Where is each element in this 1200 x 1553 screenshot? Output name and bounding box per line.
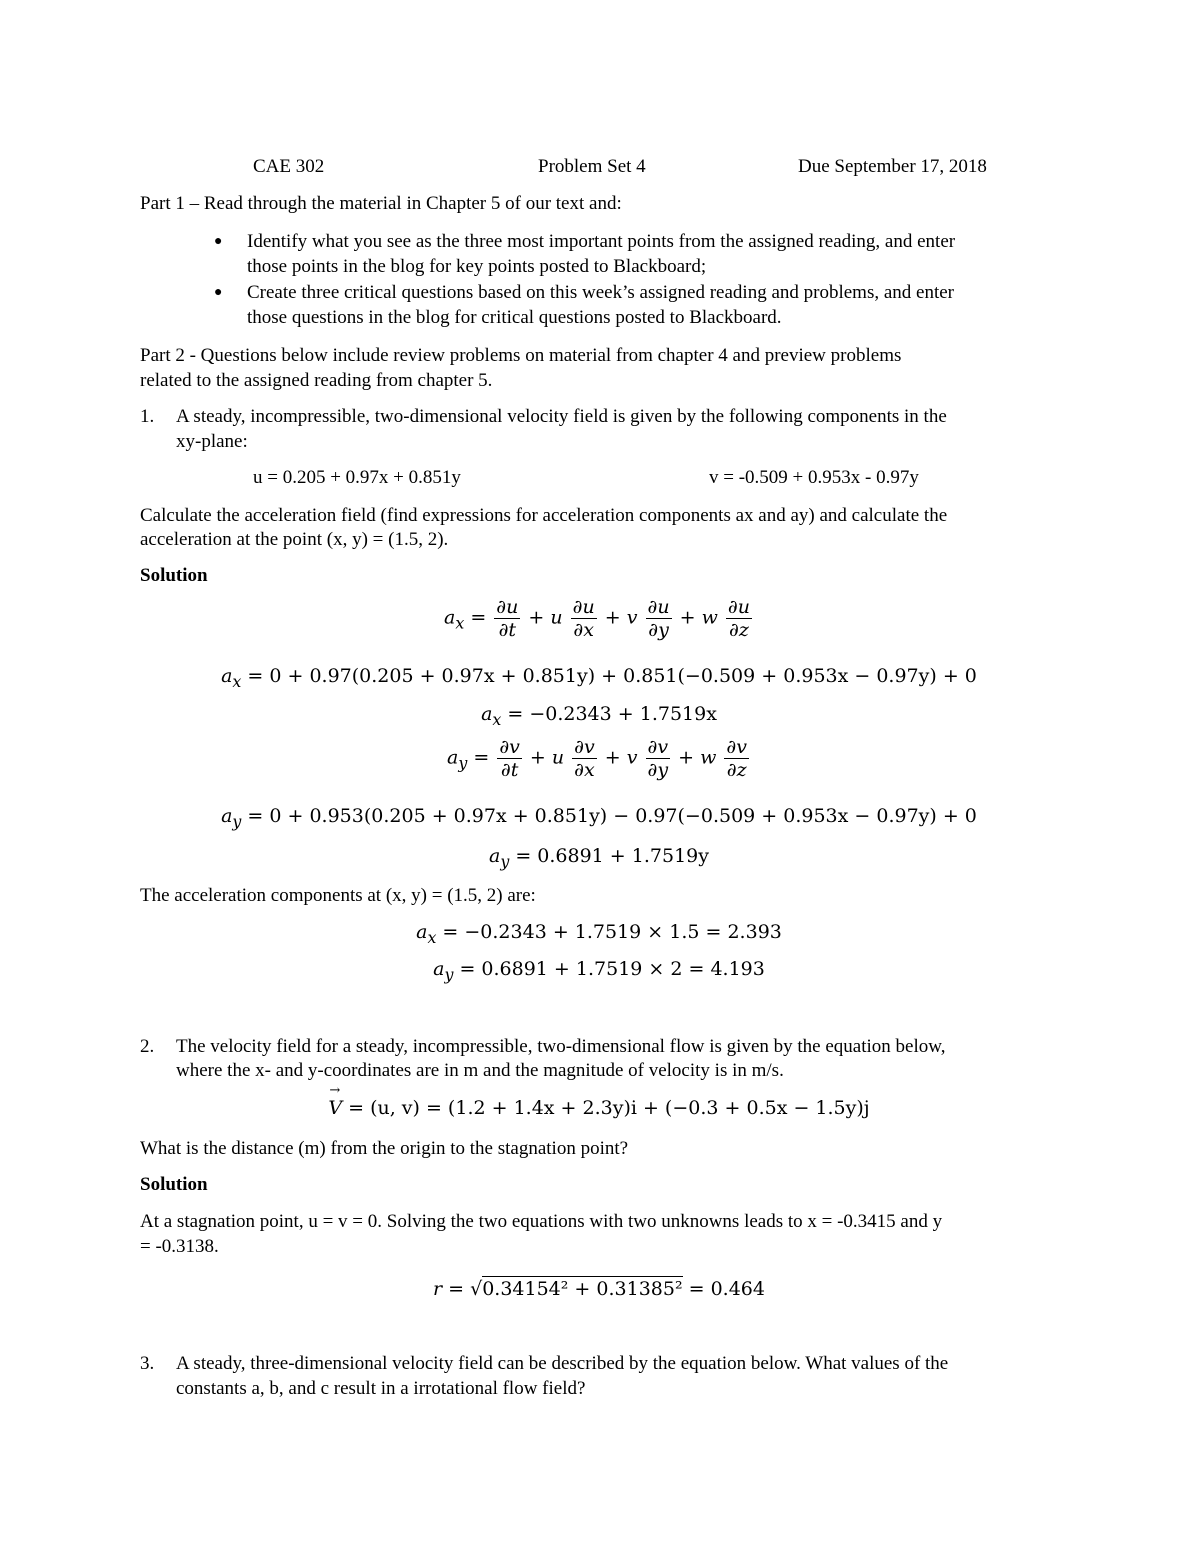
part2-line2: related to the assigned reading from chapter 5. bbox=[140, 370, 493, 391]
q2-solution-line1: At a stagnation point, u = v = 0. Solving the two equations with two unknowns leads to x = -0.3415 and y bbox=[140, 1211, 943, 1232]
due-date: Due September 17, 2018 bbox=[798, 156, 987, 177]
part1-bullet2-line2: those questions in the blog for critical questions posted to Blackboard. bbox=[247, 307, 782, 328]
distance-value: = 0.464 bbox=[688, 1278, 765, 1300]
q2-line2: where the x- and y-coordinates are in m and the magnitude of velocity is in m/s. bbox=[176, 1060, 784, 1081]
ax-result-equation: $a_x = -0.2343 + 1.7519x$ bbox=[481, 703, 717, 729]
course-code: CAE 302 bbox=[253, 156, 325, 177]
q3-line2: constants a, b, and c result in a irrotational flow field? bbox=[176, 1378, 586, 1399]
q3-line1: A steady, three-dimensional velocity field can be described by the equation below. What values of the bbox=[176, 1353, 949, 1374]
part2-line1: Part 2 - Questions below include review problems on material from chapter 4 and preview problems bbox=[140, 345, 902, 366]
problem-set-title: Problem Set 4 bbox=[538, 156, 646, 177]
q1-line2: xy-plane: bbox=[176, 431, 248, 452]
q1-solution-label: Solution bbox=[140, 565, 208, 586]
q1-task-line2: acceleration at the point (x, y) = (1.5, 2). bbox=[140, 529, 449, 550]
q1-number: 1. bbox=[140, 406, 155, 427]
q1-v-equation: v = -0.509 + 0.953x - 0.97y bbox=[709, 467, 919, 488]
q1-components-text: The acceleration components at (x, y) = (1.5, 2) are: bbox=[140, 885, 536, 906]
q2-solution-line2: = -0.3138. bbox=[140, 1236, 219, 1257]
q1-u-equation: u = 0.205 + 0.97x + 0.851y bbox=[253, 467, 461, 488]
q2-number: 2. bbox=[140, 1036, 155, 1057]
ax-value-equation: $a_x = -0.2343 + 1.7519 \times 1.5 = 2.393$ bbox=[416, 921, 782, 947]
q3-number: 3. bbox=[140, 1353, 155, 1374]
part1-intro: Part 1 – Read through the material in Chapter 5 of our text and: bbox=[140, 193, 622, 214]
ay-value-text: 0.6891 + 1.7519 × 2 = 4.193 bbox=[481, 958, 765, 980]
distance-equation: r = √0.34154² + 0.31385² = 0.464 bbox=[433, 1278, 765, 1300]
ay-result-equation: $a_y = 0.6891 + 1.7519y$ bbox=[489, 845, 709, 871]
q2-line1: The velocity field for a steady, incompressible, two-dimensional flow is given by the equation below, bbox=[176, 1036, 946, 1057]
ay-result-text: 0.6891 + 1.7519y bbox=[537, 845, 709, 867]
ax-definition-equation: $a_x$ = $\frac{\partial u}{\partial t}$ + u $\frac{\partial u}{\partial x}$ + v $\frac{\partial u}{\partial y}$ + w $\frac{\partial u}{\partial z}$ bbox=[444, 596, 750, 641]
part1-bullet1-line2: those points in the blog for key points posted to Blackboard; bbox=[247, 256, 707, 277]
ay-substitution-equation: $a_y = 0 + 0.953(0.205 + 0.97x + 0.851y) - 0.97(-0.509 + 0.953x - 0.97y) + 0$ bbox=[221, 805, 977, 831]
ay-value-equation: $a_y = 0.6891 + 1.7519 \times 2 = 4.193$ bbox=[433, 958, 765, 984]
ax-substitution-text: 0 + 0.97(0.205 + 0.97x + 0.851y) + 0.851(−0.509 + 0.953x − 0.97y) + 0 bbox=[269, 665, 977, 687]
ay-definition-equation: $a_y$ = $\frac{\partial v}{\partial t}$ + u $\frac{\partial v}{\partial x}$ + v $\frac{\partial v}{\partial y}$ + w $\frac{\partial v}{\partial z}$ bbox=[447, 736, 747, 781]
part1-bullet2-line1: Create three critical questions based on this week’s assigned reading and problems, and enter bbox=[247, 282, 954, 303]
q2-question: What is the distance (m) from the origin to the stagnation point? bbox=[140, 1138, 629, 1159]
part1-bullet1-line1: Identify what you see as the three most important points from the assigned reading, and enter bbox=[247, 231, 956, 252]
ax-substitution-equation: $a_x = 0 + 0.97(0.205 + 0.97x + 0.851y) + 0.851(-0.509 + 0.953x - 0.97y) + 0$ bbox=[221, 665, 977, 691]
ax-value-text: −0.2343 + 1.7519 × 1.5 = 2.393 bbox=[464, 921, 782, 943]
ax-result-text: −0.2343 + 1.7519x bbox=[529, 703, 717, 725]
q1-task-line1: Calculate the acceleration field (find expressions for acceleration components ax and ay) and calculate the bbox=[140, 505, 948, 526]
velocity-field-equation: → V = (u, v) = (1.2 + 1.4x + 2.3y)i + (−0.3 + 0.5x − 1.5y)j bbox=[140, 1097, 1058, 1119]
bullet-icon: ● bbox=[214, 234, 223, 249]
distance-radicand: 0.34154² + 0.31385² bbox=[482, 1278, 683, 1300]
ay-substitution-text: 0 + 0.953(0.205 + 0.97x + 0.851y) − 0.97(−0.509 + 0.953x − 0.97y) + 0 bbox=[269, 805, 977, 827]
bullet-icon: ● bbox=[214, 285, 223, 300]
q2-solution-label: Solution bbox=[140, 1174, 208, 1195]
q1-line1: A steady, incompressible, two-dimensional velocity field is given by the following components in the bbox=[176, 406, 947, 427]
velocity-field-text: (u, v) = (1.2 + 1.4x + 2.3y)i + (−0.3 + 0.5x − 1.5y)j bbox=[370, 1097, 870, 1119]
